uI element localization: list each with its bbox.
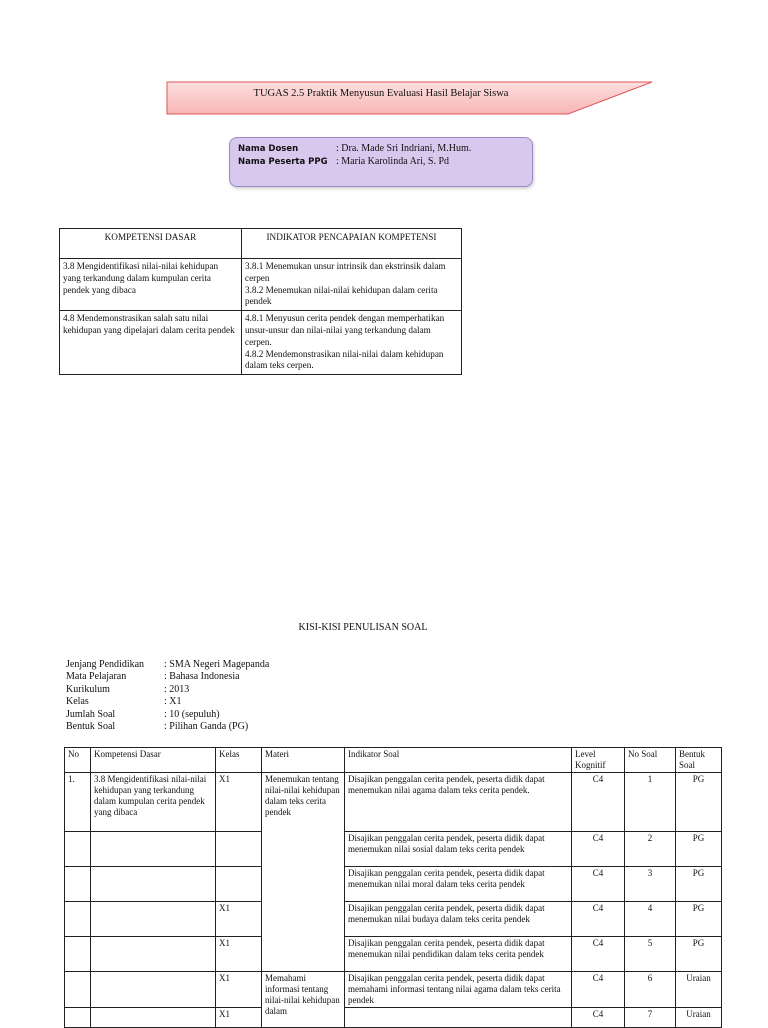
bentuk-cell: PG — [676, 867, 722, 902]
level-cell: C4 — [572, 902, 625, 937]
kelas-cell — [216, 832, 262, 867]
banner-title: TUGAS 2.5 Praktik Menyusun Evaluasi Hasil Belajar Siswa — [253, 88, 509, 99]
table-row — [65, 773, 722, 832]
indikator-line: 4.8.1 Menyusun cerita pendek dengan memperhatikan unsur-unsur dan nilai-nilai yang terkandung dalam cerpen. — [245, 313, 445, 347]
no-cell: 1. — [65, 773, 91, 832]
kelas-cell — [216, 867, 262, 902]
competency-header-row — [60, 229, 462, 259]
no-cell — [65, 1008, 91, 1028]
kelas-cell: X1 — [216, 1008, 262, 1028]
no-cell — [65, 902, 91, 937]
indikator-line: 4.8.2 Mendemonstrasikan nilai-nilai dalam kehidupan dalam teks cerpen. — [245, 348, 444, 371]
indikator-line: 3.8.1 Menemukan unsur intrinsik dan ekstrinsik dalam cerpen — [245, 261, 446, 283]
no-cell — [65, 937, 91, 972]
table-row — [65, 867, 722, 902]
indikator-soal-cell: Disajikan penggalan cerita pendek, peserta didik dapat menemukan nilai moral dalam teks cerita pendek — [345, 867, 572, 902]
meta-label: Bentuk Soal — [66, 721, 116, 733]
participant-value: : Maria Karolinda Ari, S. Pd — [336, 156, 450, 167]
no-cell — [65, 867, 91, 902]
level-cell: C4 — [572, 972, 625, 1008]
meta-label: Kelas — [66, 696, 89, 708]
no-soal-cell: 4 — [625, 902, 676, 937]
kd-cell: 4.8 Mendemonstrasikan salah satu nilai kehidupan yang dipelajari dalam cerita pendek — [60, 311, 242, 375]
no-soal-cell: 3 — [625, 867, 676, 902]
bentuk-cell: PG — [676, 832, 722, 867]
indikator-soal-cell: Disajikan penggalan cerita pendek, peserta didik dapat menemukan nilai budaya dalam teks cerita pendek — [345, 902, 572, 937]
no-cell — [65, 972, 91, 1008]
kd-cell — [91, 902, 216, 937]
no-cell — [65, 832, 91, 867]
lecturer-label: Nama Dosen — [238, 144, 299, 154]
kisi-table — [64, 747, 722, 1028]
no-soal-cell: 2 — [625, 832, 676, 867]
kelas-cell: X1 — [216, 902, 262, 937]
indikator-soal-cell: Disajikan penggalan cerita pendek, peserta didik dapat menemukan nilai sosial dalam teks cerita pendek — [345, 832, 572, 867]
level-cell: C4 — [572, 832, 625, 867]
kd-cell — [91, 1008, 216, 1028]
meta-row — [66, 721, 269, 733]
level-cell: C4 — [572, 1008, 625, 1028]
indikator-cell — [242, 311, 462, 375]
indikator-soal-cell: Disajikan penggalan cerita pendek, peserta didik dapat menemukan nilai agama dalam teks cerita pendek. — [345, 773, 572, 832]
indikator-soal-cell: Disajikan penggalan cerita pendek, peserta didik dapat menemukan nilai pendidikan dalam teks cerita pendek — [345, 937, 572, 972]
meta-value: : Pilihan Ganda (PG) — [164, 721, 249, 733]
table-row — [65, 832, 722, 867]
meta-value: : SMA Negeri Magepanda — [164, 659, 270, 670]
meta-row — [66, 659, 269, 671]
meta-row — [66, 709, 269, 721]
meta-row — [66, 671, 269, 683]
header-indikator: INDIKATOR PENCAPAIAN KOMPETENSI — [242, 229, 462, 259]
meta-label: Kurikulum — [66, 683, 110, 695]
bentuk-cell: PG — [676, 937, 722, 972]
kelas-cell: X1 — [216, 937, 262, 972]
materi-cell: Memahami informasi tentang nilai-nilai kehidupan dalam — [262, 972, 345, 1028]
kd-cell: 3.8 Mengidentifikasi nilai-nilai kehidupan yang terkandung dalam kumpulan cerita pendek yang dibaca — [91, 773, 216, 832]
meta-value: : Bahasa Indonesia — [164, 671, 240, 683]
indikator-soal-cell — [345, 1008, 572, 1028]
header-no: No — [65, 748, 91, 773]
kisi-title: KISI-KISI PENULISAN SOAL — [298, 622, 428, 633]
header-indikator-soal: Indikator Soal — [345, 748, 572, 773]
kelas-cell: X1 — [216, 773, 262, 832]
participant-label: Nama Peserta PPG — [238, 157, 328, 167]
meta-value: : 10 (sepuluh) — [164, 708, 220, 720]
bentuk-cell: Uraian — [676, 972, 722, 1008]
bentuk-cell: PG — [676, 773, 722, 832]
header-kompetensi-dasar: KOMPETENSI DASAR — [60, 229, 242, 259]
bentuk-cell: PG — [676, 902, 722, 937]
indikator-line: 3.8.2 Menemukan nilai-nilai kehidupan dalam cerita pendek — [245, 284, 438, 307]
header-no-soal: No Soal — [625, 748, 676, 773]
kd-cell — [91, 937, 216, 972]
lecturer-value: : Dra. Made Sri Indriani, M.Hum. — [336, 143, 472, 154]
meta-row — [66, 684, 269, 696]
title-banner — [166, 81, 654, 115]
table-row — [65, 1008, 722, 1028]
identity-box — [229, 137, 533, 187]
level-cell: C4 — [572, 773, 625, 832]
kd-cell — [91, 972, 216, 1008]
no-soal-cell: 1 — [625, 773, 676, 832]
competency-row — [60, 259, 462, 311]
no-soal-cell: 6 — [625, 972, 676, 1008]
competency-row — [60, 311, 462, 375]
kisi-header-row — [65, 748, 722, 773]
header-level-kognitif: Level Kognitif — [572, 748, 625, 773]
meta-label: Jenjang Pendidikan — [66, 659, 145, 670]
no-soal-cell: 5 — [625, 937, 676, 972]
kd-cell — [91, 832, 216, 867]
document-metadata — [66, 659, 269, 733]
kd-cell — [91, 867, 216, 902]
meta-row — [66, 696, 269, 708]
indikator-soal-cell: Disajikan penggalan cerita pendek, peserta didik dapat memahami informasi tentang nilai agama dalam teks cerita pendek — [345, 972, 572, 1008]
materi-cell: Menemukan tentang nilai-nilai kehidupan dalam teks cerita pendek — [262, 773, 345, 972]
level-cell: C4 — [572, 937, 625, 972]
meta-label: Mata Pelajaran — [66, 671, 127, 683]
bentuk-cell: Uraian — [676, 1008, 722, 1028]
meta-value: : X1 — [164, 696, 182, 708]
table-row — [65, 902, 722, 937]
header-materi: Materi — [262, 748, 345, 773]
header-kelas: Kelas — [216, 748, 262, 773]
header-bentuk-soal: Bentuk Soal — [676, 748, 722, 773]
indikator-cell — [242, 259, 462, 311]
kelas-cell: X1 — [216, 972, 262, 1008]
kd-cell: 3.8 Mengidentifikasi nilai-nilai kehidupan yang terkandung dalam kumpulan cerita pendek yang dibaca — [60, 259, 242, 311]
header-kompetensi-dasar: Kompetensi Dasar — [91, 748, 216, 773]
table-row — [65, 972, 722, 1008]
lecturer-row — [238, 143, 471, 154]
participant-row — [238, 156, 449, 167]
level-cell: C4 — [572, 867, 625, 902]
table-row — [65, 937, 722, 972]
competency-table — [59, 228, 462, 375]
meta-value: : 2013 — [164, 683, 190, 695]
meta-label: Jumlah Soal — [66, 708, 116, 720]
no-soal-cell: 7 — [625, 1008, 676, 1028]
